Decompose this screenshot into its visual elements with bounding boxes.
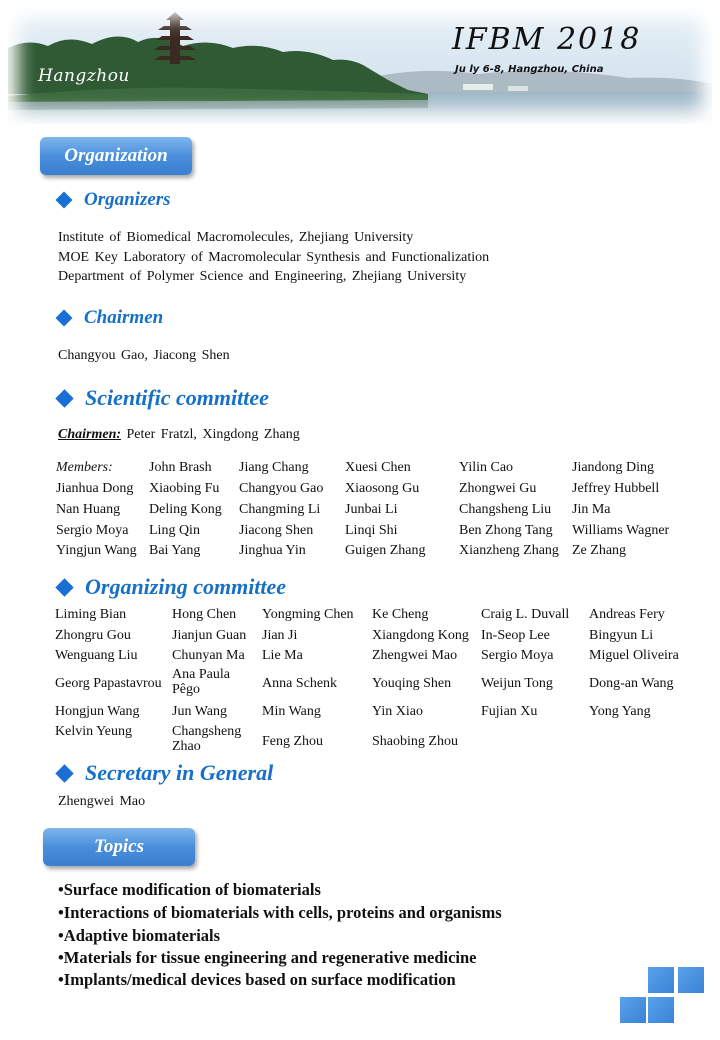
committee-member: Zhongwei Gu: [459, 481, 537, 496]
diamond-bullet-icon: [55, 578, 73, 596]
decorative-square: [678, 967, 704, 993]
committee-member: Xianzheng Zhang: [459, 543, 559, 558]
header-banner: [8, 8, 712, 124]
committee-member: Liming Bian: [55, 607, 127, 622]
conference-title: IFBM 2018: [452, 22, 642, 57]
committee-member: Jiandong Ding: [572, 460, 655, 475]
committee-member: Sergio Moya: [56, 523, 129, 538]
committee-member: Xiaobing Fu: [149, 481, 220, 496]
committee-member: Jeffrey Hubbell: [572, 481, 660, 496]
committee-member: Jiang Chang: [239, 460, 309, 475]
committee-member: Yingjun Wang: [56, 543, 137, 558]
chairmen-heading-text: Chairmen: [84, 307, 164, 328]
committee-member: Wenguang Liu: [55, 648, 138, 663]
scientific-committee-heading: [56, 385, 269, 411]
topic-item: •Materials for tissue engineering and regenerative medicine: [58, 948, 477, 967]
secretary-heading: [56, 760, 273, 786]
committee-member: Ze Zhang: [572, 543, 627, 558]
topics-label: Topics: [94, 836, 144, 857]
scientific-chairmen-names: Peter Fratzl, Xingdong Zhang: [126, 427, 300, 442]
committee-member: Williams Wagner: [572, 523, 670, 538]
chairmen-names: Changyou Gao, Jiacong Shen: [58, 348, 230, 363]
topic-item: •Implants/medical devices based on surface modification: [58, 970, 456, 989]
committee-member: Xiaosong Gu: [345, 481, 420, 496]
committee-member: Weijun Tong: [481, 676, 553, 691]
decorative-square: [620, 997, 646, 1023]
committee-member: Jin Ma: [572, 502, 611, 517]
committee-member: Fujian Xu: [481, 704, 538, 719]
organizer-line: MOE Key Laboratory of Macromolecular Synthesis and Functionalization: [58, 250, 490, 265]
committee-member: Jianjun Guan: [172, 628, 247, 643]
chairmen-heading: [56, 307, 163, 329]
committee-member: Hong Chen: [172, 607, 237, 622]
city-label: Hangzhou: [38, 66, 130, 86]
committee-member: Kelvin Yeung: [55, 724, 133, 739]
committee-member: Changyou Gao: [239, 481, 324, 496]
committee-member: Xuesi Chen: [345, 460, 411, 475]
committee-member: Guigen Zhang: [345, 543, 426, 558]
decorative-square: [648, 997, 674, 1023]
committee-member: Yongming Chen: [262, 607, 354, 622]
organizing-committee-heading: [56, 574, 286, 600]
committee-member: Changming Li: [239, 502, 321, 517]
committee-member: John Brash: [149, 460, 212, 475]
organizers-heading: [56, 189, 171, 211]
diamond-bullet-icon: [56, 192, 73, 209]
committee-member: Changsheng Liu: [459, 502, 552, 517]
committee-member: Deling Kong: [149, 502, 222, 517]
committee-member: Hongjun Wang: [55, 704, 140, 719]
committee-member: Nan Huang: [56, 502, 121, 517]
committee-member: Changsheng Zhao: [172, 724, 242, 754]
committee-member: Jianhua Dong: [56, 481, 134, 496]
committee-member: Lie Ma: [262, 648, 303, 663]
conference-date-location: Ju ly 6-8, Hangzhou, China: [455, 64, 604, 75]
committee-member: Yong Yang: [589, 704, 651, 719]
scientific-committee-heading-text: Scientific committee: [85, 385, 269, 410]
topic-item: •Adaptive biomaterials: [58, 926, 221, 945]
committee-member: Craig L. Duvall: [481, 607, 570, 622]
committee-member: Feng Zhou: [262, 734, 324, 749]
committee-member: Bingyun Li: [589, 628, 654, 643]
topic-item: •Interactions of biomaterials with cells, proteins and organisms: [58, 903, 502, 922]
secretary-heading-text: Secretary in General: [85, 760, 274, 785]
organizer-line: Institute of Biomedical Macromolecules, Zhejiang University: [58, 230, 414, 245]
committee-member: Yin Xiao: [372, 704, 423, 719]
committee-member: Ben Zhong Tang: [459, 523, 553, 538]
members-label: Members:: [56, 460, 113, 475]
diamond-bullet-icon: [56, 310, 73, 327]
organization-label: Organization: [64, 145, 168, 166]
committee-member: Ling Qin: [149, 523, 200, 538]
diamond-bullet-icon: [55, 389, 73, 407]
scientific-chairmen-label: Chairmen:: [58, 427, 122, 442]
committee-member: Bai Yang: [149, 543, 201, 558]
committee-member: Zhengwei Mao: [372, 648, 458, 663]
secretary-name: Zhengwei Mao: [58, 794, 146, 809]
committee-member: Dong-an Wang: [589, 676, 674, 691]
organizing-committee-heading-text: Organizing committee: [85, 574, 287, 599]
scientific-chairmen-line: [58, 427, 300, 443]
committee-member: Jun Wang: [172, 704, 228, 719]
organization-header: [40, 137, 192, 175]
decorative-square: [648, 967, 674, 993]
committee-member: Xiangdong Kong: [372, 628, 469, 643]
committee-member: Min Wang: [262, 704, 321, 719]
committee-member: Youqing Shen: [372, 676, 452, 691]
committee-member: Chunyan Ma: [172, 648, 245, 663]
committee-member: Ke Cheng: [372, 607, 429, 622]
committee-member: Jian Ji: [262, 628, 298, 643]
committee-member: Yilin Cao: [459, 460, 514, 475]
committee-member: Jinghua Yin: [239, 543, 306, 558]
committee-member: Linqi Shi: [345, 523, 398, 538]
committee-member: Jiacong Shen: [239, 523, 314, 538]
committee-member: Junbai Li: [345, 502, 398, 517]
committee-member: Sergio Moya: [481, 648, 554, 663]
committee-member: Ana Paula Pêgo: [172, 667, 230, 697]
committee-member: Shaobing Zhou: [372, 734, 458, 749]
committee-member: Miguel Oliveira: [589, 648, 679, 663]
topic-item: •Surface modification of biomaterials: [58, 880, 321, 899]
organizers-heading-text: Organizers: [84, 189, 171, 210]
topics-header: [43, 828, 195, 866]
diamond-bullet-icon: [55, 764, 73, 782]
committee-member: Andreas Fery: [589, 607, 665, 622]
committee-member: Zhongru Gou: [55, 628, 131, 643]
committee-member: In-Seop Lee: [481, 628, 550, 643]
committee-member: Anna Schenk: [262, 676, 338, 691]
committee-member: Georg Papastavrou: [55, 676, 162, 691]
organizer-line: Department of Polymer Science and Engineering, Zhejiang University: [58, 269, 467, 284]
